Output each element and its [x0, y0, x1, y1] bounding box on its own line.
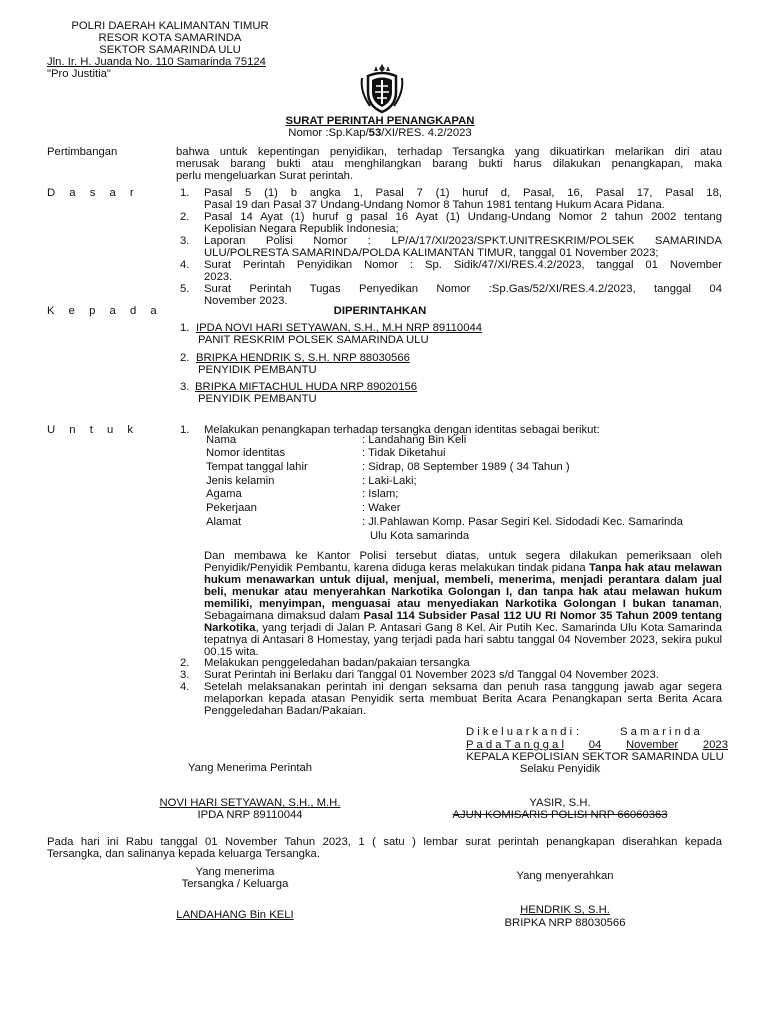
- untuk-item-text: Melakukan penangkapan terhadap tersangka dengan identitas sebagai berikut:: [204, 424, 600, 436]
- untuk-item-number: 2.: [180, 657, 190, 669]
- dasar-item-number: 5.: [180, 283, 190, 295]
- untuk-item-text: Melakukan penggeledahan badan/pakaian tersangka: [204, 657, 470, 669]
- kepada-person-number: 1.: [180, 322, 190, 334]
- closing-line: Tersangka, dan salinanya kepada keluarga Tersangka.: [47, 848, 320, 860]
- identity-value: : Laki-Laki;: [362, 475, 417, 487]
- pertimbangan-line: bahwa untuk kepentingan penyidikan, terhadap Tersangka yang dikuatirkan melarikan diri atau: [176, 146, 722, 158]
- dasar-label: D a s a r: [47, 187, 140, 199]
- dasar-item-line: Kepolisian Negara Republik Indonesia;: [204, 223, 399, 235]
- identity-key: Jenis kelamin: [206, 475, 275, 487]
- received-by-label: Yang menerima: [195, 866, 275, 878]
- untuk-item-text: Setelah melaksanakan perintah ini dengan seksama dan penuh rasa tanggung jawab agar segera melaporkan kepada atasan Penyidik serta membuat Berita Acara Penangkapan serta Berita Acara Penggeledahan Badan/Pakaian.: [204, 681, 722, 717]
- kepada-label: K e p a d a: [47, 305, 163, 317]
- document-number: [230, 127, 530, 139]
- pertimbangan-line: perlu mengeluarkan Surat perintah.: [176, 170, 354, 182]
- kepada-person-role: PENYIDIK PEMBANTU: [198, 393, 317, 405]
- dasar-item-line: November 2023.: [204, 295, 288, 307]
- pertimbangan-label: Pertimbangan: [47, 146, 118, 158]
- receiver-label: Yang Menerima Perintah: [187, 762, 313, 774]
- issuing-office: KEPALA KEPOLISIAN SEKTOR SAMARINDA ULU: [466, 751, 724, 763]
- receiver-name: NOVI HARI SETYAWAN, S.H., M.H.: [159, 797, 341, 809]
- chief-name: YASIR, S.H.: [529, 797, 591, 809]
- received-by-role: Tersangka / Keluarga: [181, 878, 289, 890]
- dasar-item-line: 2023.: [204, 271, 233, 283]
- pro-justitia: "Pro Justitia": [47, 68, 111, 80]
- nomor-bold: 53: [368, 127, 382, 139]
- nomor-prefix: Nomor :Sp.Kap/: [288, 127, 369, 139]
- issued-date-month: November: [626, 739, 679, 751]
- diperintahkan-heading: DIPERINTAHKAN: [333, 305, 427, 317]
- pertimbangan-line: merusak barang bukti atau menghilangkan barang bukti harus dilakukan penangkapan, maka: [176, 158, 722, 170]
- identity-key: Alamat: [206, 516, 242, 528]
- issued-place-colon: :: [576, 726, 580, 738]
- received-by-name: LANDAHANG Bin KELI: [176, 909, 294, 921]
- issued-date-year: 2023: [702, 739, 728, 751]
- offense-bold: Tanpa hak atau melawan hukum menawarkan untuk dijual, menjual, membeli, menerima, menjadi perantara dalam jual beli, menukar atau menyerahkan Narkotika Golongan I, dan tanpa hak atau melawan hukum memiliki, menyimpan, menguasai atau menyediakan Narkotika Golongan I bukan tanaman: [204, 562, 722, 610]
- dasar-item-number: 1.: [180, 187, 190, 199]
- offense-text: , Sebagaimana dimaksud dalam: [204, 598, 722, 622]
- issuing-capacity: Selaku Penyidik: [519, 763, 601, 775]
- issued-place-label: D i k e l u a r k a n d i: [466, 726, 573, 738]
- header-line3: SEKTOR SAMARINDA ULU: [99, 44, 241, 56]
- header-address: Jln. Ir. H. Juanda No. 110 Samarinda 75124: [47, 56, 266, 68]
- identity-value: : Landahang Bin Keli: [362, 434, 467, 446]
- closing-line: Pada hari ini Rabu tanggal 01 November Tahun 2023, 1 ( satu ) lembar surat perintah penangkapan diserahkan kepada: [47, 836, 722, 848]
- dasar-item-number: 4.: [180, 259, 190, 271]
- issued-date: [466, 739, 728, 751]
- kepada-person-name: BRIPKA HENDRIK S, S.H. NRP 88030566: [196, 352, 410, 364]
- untuk-item-number: 4.: [180, 681, 190, 693]
- document-title: SURAT PERINTAH PENANGKAPAN: [285, 115, 475, 127]
- untuk-item-text: Surat Perintah ini Berlaku dari Tanggal 01 November 2023 s/d Tanggal 04 November 2023.: [204, 669, 659, 681]
- identity-value: : Jl.Pahlawan Komp. Pasar Segiri Kel. Sidodadi Kec. Samarinda: [362, 516, 683, 528]
- issued-date-label: P a d a T a n g g a l: [466, 739, 564, 751]
- untuk-item-number: 1.: [180, 424, 190, 436]
- chief-nrp: AJUN KOMISARIS POLISI NRP 66060363: [452, 809, 668, 821]
- identity-key: Nomor identitas: [206, 447, 286, 459]
- untuk-item-number: 3.: [180, 669, 190, 681]
- offense-text: , yang terjadi di Jalan P. Antasari Gang 8 Kel. Air Putih Kec. Samarinda Ulu Kota Samarinda tepatnya di Antasari 8 Homestay, yang terjadi pada hari sabtu tanggal 04 November 2023, sekira pukul 00.15 wita.: [204, 622, 722, 658]
- kepada-person-role: PENYIDIK PEMBANTU: [198, 364, 317, 376]
- untuk-label: U n t u k: [47, 424, 139, 436]
- kepada-person-name: BRIPKA MIFTACHUL HUDA NRP 89020156: [195, 381, 418, 393]
- alamat-continuation: Ulu Kota samarinda: [370, 530, 470, 542]
- identity-key: Tempat tanggal lahir: [206, 461, 308, 473]
- identity-value: : Sidrap, 08 September 1989 ( 34 Tahun ): [362, 461, 570, 473]
- identity-key: Nama: [206, 434, 237, 446]
- kepada-person-number: 2.: [180, 352, 190, 364]
- issued-place-value: S a m a r i n d a: [620, 726, 700, 738]
- handed-by-nrp: BRIPKA NRP 88030566: [504, 917, 626, 929]
- header-line1: POLRI DAERAH KALIMANTAN TIMUR: [71, 20, 269, 32]
- dasar-item-line: Pasal 5 (1) b angka 1, Pasal 7 (1) huruf d, Pasal, 16, Pasal 17, Pasal 18,: [204, 187, 722, 199]
- handed-by-name: HENDRIK S, S.H.: [520, 904, 610, 916]
- offense-text: Dan membawa ke Kantor Polisi tersebut diatas, untuk segera dilakukan pemeriksaan oleh Penyidik/Penyidik Pembantu, karena diduga keras melakukan tindak pidana: [204, 550, 722, 574]
- identity-key: Agama: [206, 488, 242, 500]
- header-line2: RESOR KOTA SAMARINDA: [98, 32, 242, 44]
- dasar-item-number: 2.: [180, 211, 190, 223]
- identity-value: : Tidak Diketahui: [362, 447, 446, 459]
- offense-article: Pasal 114 Subsider Pasal 112 UU RI Nomor 35 Tahun 2009 tentang Narkotika: [204, 610, 722, 634]
- nomor-suffix: /XI/RES. 4.2/2023: [381, 127, 472, 139]
- offense-paragraph: [204, 550, 722, 658]
- dasar-item-line: Pasal 14 Ayat (1) huruf g pasal 16 Ayat (1) Undang-Undang Nomor 2 tahun 2002 tentang: [204, 211, 722, 223]
- issued-date-day: 04: [588, 739, 602, 751]
- dasar-item-line: Laporan Polisi Nomor : LP/A/17/XI/2023/SPKT.UNITRESKRIM/POLSEK SAMARINDA: [204, 235, 722, 247]
- polri-emblem-icon: [358, 62, 406, 114]
- identity-key: Pekerjaan: [206, 502, 257, 514]
- identity-value: : Waker: [362, 502, 401, 514]
- dasar-item-line: ULU/POLRESTA SAMARINDA/POLDA KALIMANTAN TIMUR, tanggal 01 November 2023;: [204, 247, 659, 259]
- dasar-item-number: 3.: [180, 235, 190, 247]
- identity-value: : Islam;: [362, 488, 399, 500]
- handed-by-label: Yang menyerahkan: [516, 870, 614, 882]
- kepada-person-number: 3.: [180, 381, 190, 393]
- dasar-item-line: Pasal 19 dan Pasal 37 Undang-Undang Nomor 8 Tahun 1981 tentang Hukum Acara Pidana.: [204, 199, 665, 211]
- dasar-item-line: Surat Perintah Tugas Penyedikan Nomor :Sp.Gas/52/XI/RES.4.2/2023, tanggal 04: [204, 283, 722, 295]
- dasar-item-line: Surat Perintah Penyidikan Nomor : Sp. Sidik/47/XI/RES.4.2/2023, tanggal 01 November: [204, 259, 722, 271]
- kepada-person-name: IPDA NOVI HARI SETYAWAN, S.H., M.H NRP 89110044: [196, 322, 483, 334]
- receiver-nrp: IPDA NRP 89110044: [197, 809, 303, 821]
- kepada-person-role: PANIT RESKRIM POLSEK SAMARINDA ULU: [198, 334, 429, 346]
